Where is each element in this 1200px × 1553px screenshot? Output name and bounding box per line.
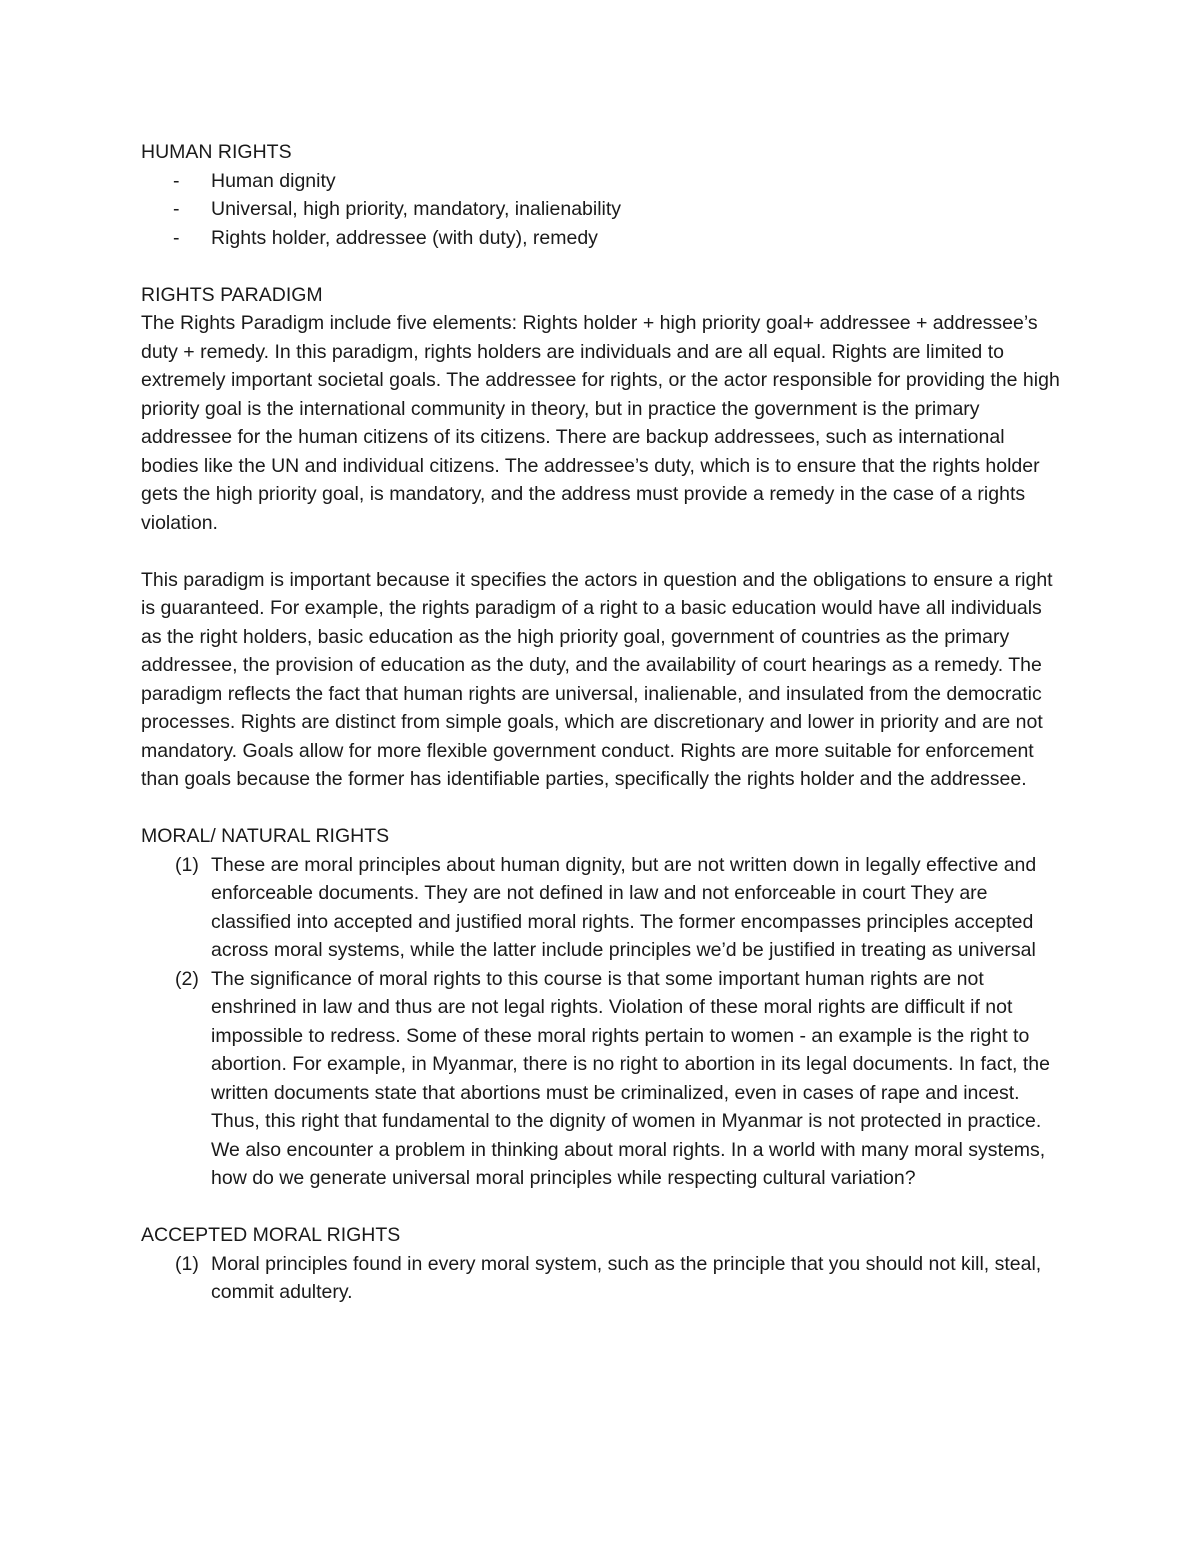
list-number: (1) <box>175 853 199 876</box>
list-number: (2) <box>175 967 199 990</box>
section-heading: ACCEPTED MORAL RIGHTS <box>141 1224 401 1246</box>
numbered-list <box>141 1250 1061 1307</box>
section-heading: HUMAN RIGHTS <box>141 141 292 163</box>
list-item <box>141 851 1061 965</box>
list-item-text: Universal, high priority, mandatory, inalienability <box>211 198 622 220</box>
list-item-text: Rights holder, addressee (with duty), remedy <box>211 226 598 249</box>
numbered-list <box>141 851 1061 1193</box>
list-item-text: These are moral principles about human dignity, but are not written down in legally effective and enforceable documents. They are not defined in law and not enforceable in court They are classified into accepted and justified moral rights. The former encompasses principles accepted across moral systems, while the latter include principles we’d be justified in treating as universal <box>211 853 1037 961</box>
section-moral-natural-rights <box>141 822 1061 1193</box>
section-heading: MORAL/ NATURAL RIGHTS <box>141 825 390 847</box>
spacer <box>141 794 1061 823</box>
list-item <box>141 1250 1061 1307</box>
spacer <box>141 537 1061 566</box>
section-rights-paradigm <box>141 281 1061 794</box>
section-heading: RIGHTS PARADIGM <box>141 283 323 306</box>
spacer <box>141 252 1061 281</box>
list-item-text: The significance of moral rights to this course is that some important human rights are not enshrined in law and thus are not legal rights. Violation of these moral rights are difficult if not impossible to redress. Some of these moral rights pertain to women - an example is the right to abortion. For example, in Myanmar, there is no right to abortion in its legal documents. In fact, the written documents state that abortions must be criminalized, even in cases of rape and incest. Thus, this right that fundamental to the dignity of women in Myanmar is not protected in practice. We also encounter a problem in thinking about moral rights. In a world with many moral systems, how do we generate universal moral principles while respecting cultural variation? <box>211 967 1050 1189</box>
list-item <box>141 224 1061 253</box>
list-item <box>141 965 1061 1193</box>
paragraph: The Rights Paradigm include five elements: Rights holder + high priority goal+ addressee + addressee’s duty + remedy. In this paradigm, rights holders are individuals and are all equal. Rights are limited to extremely important societal goals. The addressee for rights, or the actor responsible for providing the high priority goal is the international community in theory, but in practice the government is the primary addressee for the human citizens of its citizens. There are backup addressees, such as international bodies like the UN and individual citizens. The addressee’s duty, which is to ensure that the rights holder gets the high priority goal, is mandatory, and the address must provide a remedy in the case of a rights violation. <box>141 312 1060 534</box>
paragraph: This paradigm is important because it specifies the actors in question and the obligations to ensure a right is guaranteed. For example, the rights paradigm of a right to a basic education would have all individuals as the right holders, basic education as the high priority goal, government of countries as the primary addressee, the provision of education as the duty, and the availability of court hearings as a remedy. The paradigm reflects the fact that human rights are universal, inalienable, and insulated from the democratic processes. Rights are distinct from simple goals, which are discretionary and lower in priority and are not mandatory. Goals allow for more flexible government conduct. Rights are more suitable for enforcement than goals because the former has identifiable parties, specifically the rights holder and the addressee. <box>141 568 1053 790</box>
list-item <box>141 195 1061 224</box>
dash-marker: - <box>173 198 180 220</box>
document-page <box>141 138 1061 1307</box>
dash-marker: - <box>173 226 180 249</box>
section-accepted-moral-rights <box>141 1221 1061 1307</box>
list-item <box>141 167 1061 196</box>
dash-marker: - <box>173 169 180 192</box>
list-number: (1) <box>175 1252 199 1275</box>
spacer <box>141 1193 1061 1222</box>
bullet-list <box>141 167 1061 253</box>
list-item-text: Moral principles found in every moral system, such as the principle that you should not kill, steal, commit adultery. <box>211 1252 1042 1303</box>
section-human-rights <box>141 138 1061 252</box>
list-item-text: Human dignity <box>211 169 336 192</box>
